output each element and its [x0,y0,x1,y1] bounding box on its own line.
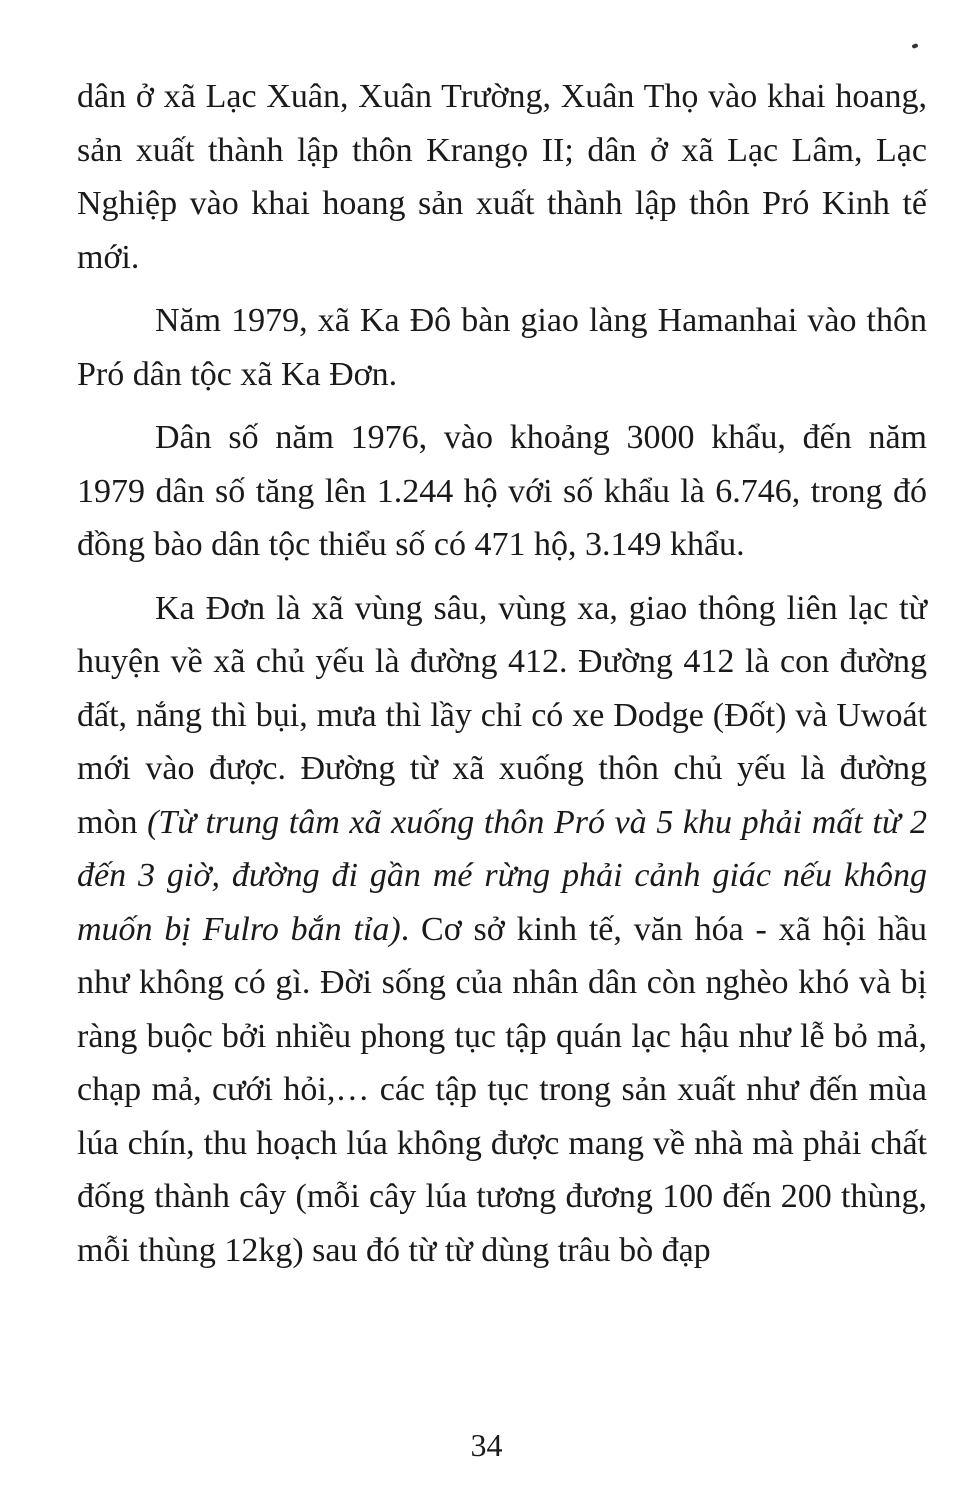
paragraph-4-italic-note: (Từ trung tâm xã xuống thôn Pró và 5 khu phải mất từ 2 đến 3 giờ, đường đi gần mé rừng phải cảnh giác nếu không muốn bị Fulro bắn tỉa) [77,803,927,948]
paragraph-4 [77,582,927,1278]
paragraph-3-text: Dân số năm 1976, vào khoảng 3000 khẩu, đến năm 1979 dân số tăng lên 1.244 hộ với số khẩu là 6.746, trong đó đồng bào dân tộc thiểu số có 471 hộ, 3.149 khẩu. [77,419,927,563]
paragraph-2-text: Năm 1979, xã Ka Đô bàn giao làng Hamanhai vào thôn Pró dân tộc xã Ka Đơn. [77,302,927,393]
paragraph-4-text-a: Ka Đơn là xã vùng sâu, vùng xa, giao thông liên lạc từ huyện về xã chủ yếu là đường 412. Đường 412 là con đường đất, nắng thì bụi, mưa thì lầy chỉ có xe Dodge (Đốt) và Uwoát mới vào được. Đường từ xã xuống thôn chủ yếu là đường mòn [77,589,927,841]
ink-speck [911,43,918,49]
paragraph-1-text: dân ở xã Lạc Xuân, Xuân Trường, Xuân Thọ vào khai hoang, sản xuất thành lập thôn Krangọ II; dân ở xã Lạc Lâm, Lạc Nghiệp vào khai hoang sản xuất thành lập thôn Pró Kinh tế mới. [77,78,927,276]
paragraph-3 [77,411,927,572]
paragraph-4-text-b: . Cơ sở kinh tế, văn hóa - xã hội hầu như không có gì. Đời sống của nhân dân còn nghèo khó và bị ràng buộc bởi nhiều phong tục tập quán lạc hậu như lễ bỏ mả, chạp mả, cưới hỏi,… các tập tục trong sản xuất như đến mùa lúa chín, thu hoạch lúa không được mang về nhà mà phải chất đống thành cây (mỗi cây lúa tương đương 100 đến 200 thùng, mỗi thùng 12kg) sau đó từ từ dùng trâu bò đạp [77,910,927,1269]
paragraph-2 [77,294,927,401]
paragraph-1 [77,70,927,284]
body-text [77,70,927,1287]
page-number: 34 [470,1427,503,1463]
